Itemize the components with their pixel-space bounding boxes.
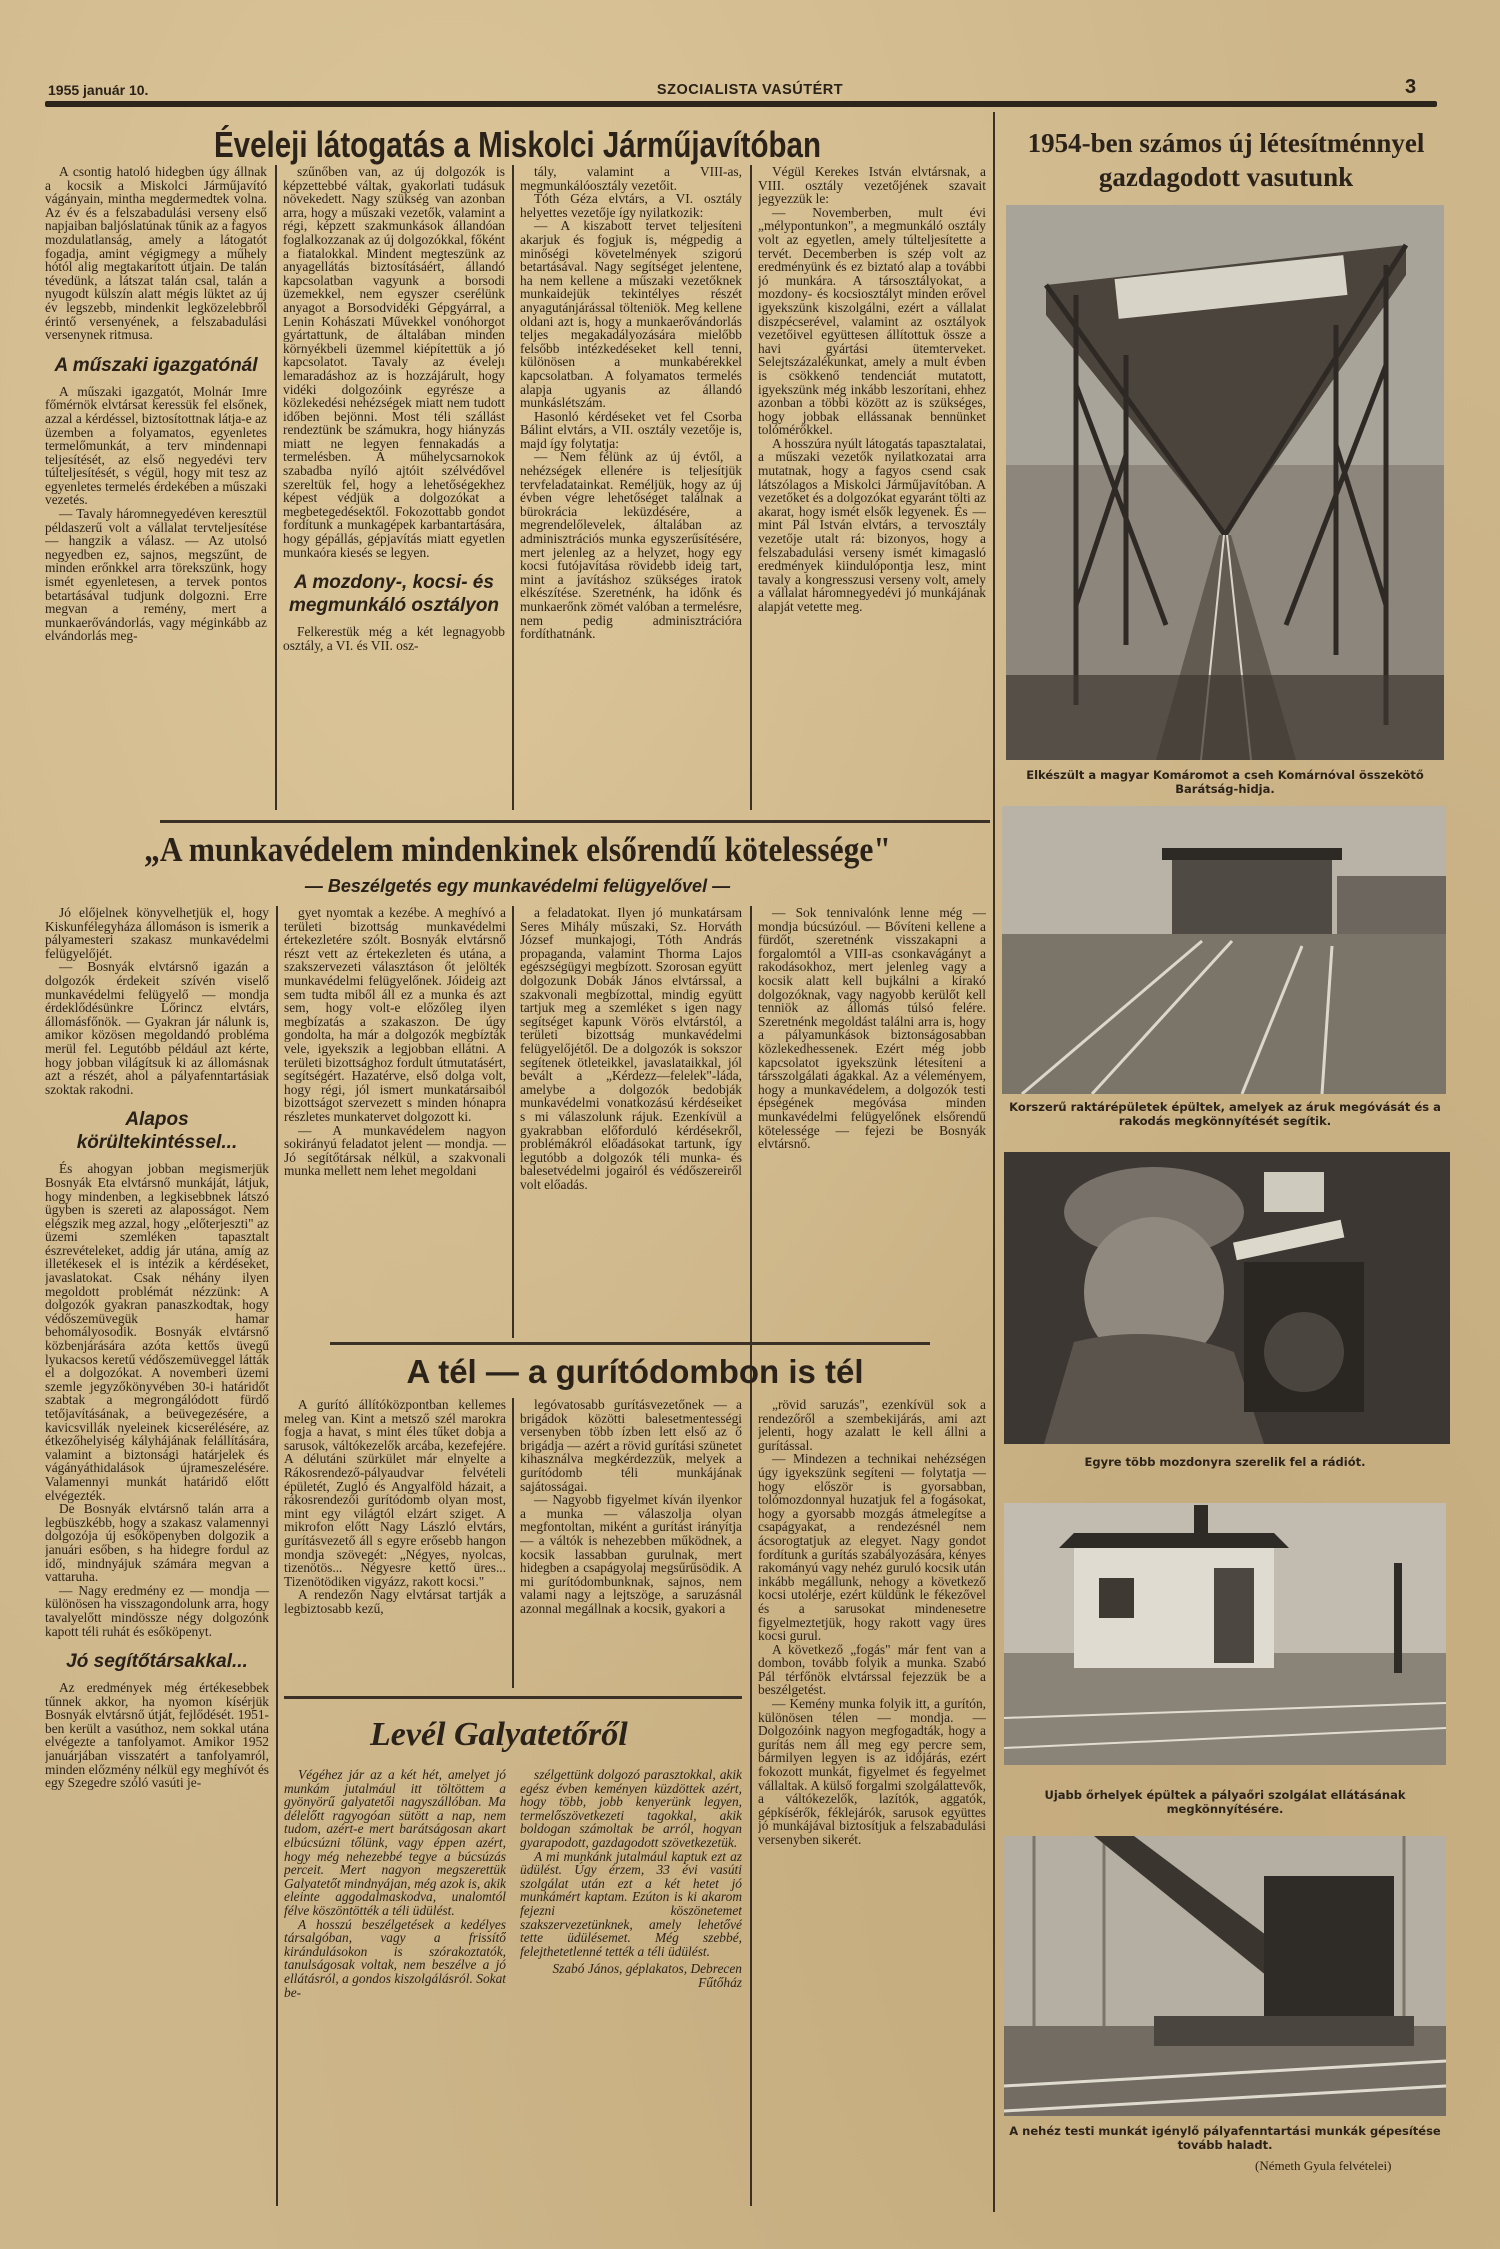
article-subheading: A mozdony-, kocsi- és megmunkáló osztályon [288, 572, 500, 617]
article-paragraph: a feladatokat. Ilyen jó munkatársam Seres Mihály műszaki, Sz. Horváth József munkajogi, Tóth András propaganda, valamint Thorma Lajos egészségügyi megbízott. Szorosan együtt dolgozunk Dobák János elvtárssal, a szakvonali megbízottal, mindig együtt tartjuk meg a szemléket s igen nagy segítséget kapunk Vörös elvtárstól, a területi bizottság munkavédelmi felügyelőjétől. De a dolgozók is sokszor segítenek ötleteikkel, javaslataikkal, jól bevált a „Kérdezz—felelek"-láda, amelybe a dolgozók bedobják munkavédelmi vonatkozású kérdéseiket s mi válaszolunk rájuk. Ezenkívül a gyakrabban előforduló kérdésekről, problémákról előadásokat tartunk, így legutóbb a dolgozók téli munka- és balesetvédelmi jogairól és védőszereiről volt előadás. [520, 906, 742, 1192]
photo-caption: Korszerű raktárépületek épültek, amelyek az áruk megóvását és a rakodás megkönnyítését segítik. [1009, 1100, 1441, 1128]
article-paragraph: A műszaki igazgatót, Molnár Imre főmérnök elvtársat keressük fel elsőnek, azzal a kérdéssel, biztosítottnak látja-e az üzemben a folyamatos, egyenletes termelőmunkát, a terv mindennapi teljesítését, az első negyedévi terv túlteljesítését, s végül, hogy mit tesz az egyenletes termelés érdekében a műszaki vezetés. [45, 383, 267, 508]
article-paragraph: Felkerestük még a két legnagyobb osztály, a VI. és VII. osz- [283, 624, 505, 653]
article-column [283, 165, 505, 815]
article-headline: Éveleji látogatás a Miskolci Járműjavítóban [213, 124, 822, 165]
article-subheading: A műszaki igazgatónál [54, 354, 258, 376]
article-paragraph: Végéhez jár az a két hét, amelyet jó munkám jutalmául itt töltöttem a gyönyörű galyatetői nagyszállóban. Ma délelőtt ragyogóan sütött a nap, nem tudom, azért-e mert barátságosan akart elbúcsúzni tőlünk, vagy éppen azért, hogy még nehezebbé tegye a búcsúzás perceit. Mert nagyon megszerettük Galyatetőt mindnyájan, még azok is, akik eleinte aggodalmaskodva, unalomtól félve köszöntötték a téli üdülést. [284, 1768, 506, 1918]
bridge-photo [1006, 205, 1444, 760]
article-paragraph: — A kiszabott tervet teljesíteni akarjuk és fogjuk is, mégpedig a minőségi követelmények szigorú betartásával. Nagy segítséget jelentene, ha nem kellene a műszaki vezetőknek munkaidejük tekintélyes részét anyagutánjárással tölteniök. Meg kellene oldani azt is, hogy a munkaerővándorlás teljes megakadályozására mielőbb felsőbb intézkedéseket kell tenni, különösen a munkabérekkel kapcsolatban. A folyamatos termelés alapja ugyanis az állandó munkáslétszám. [520, 218, 742, 411]
article-headline: A tél — a gurítódombon is tél [406, 1353, 864, 1390]
article-paragraph: — Nagy eredmény ez — mondja — különösen ha visszagondolunk arra, hogy tavalyelőtt mindössze négy dolgozónk kapott téli ruhát és esőköpenyt. [45, 1582, 269, 1639]
column-rule [512, 906, 514, 1338]
masthead-rule [45, 101, 1437, 107]
article-paragraph: Hasonló kérdéseket vet fel Csorba Bálint elvtárs, a VII. osztály vezetője is, majd így folytatja: [520, 408, 742, 451]
article-paragraph: — Bosnyák elvtársnő igazán a dolgozók érdekeit szívén viselő munkavédelmi felügyelő — mondja érdeklődésünkre Lőrincz elvtárs, állomásfőnök. — Gyakran jár nálunk is, amikor közösen megoldandó probléma merül fel. Legutóbb például azt kérte, hogy jobban világítsuk ki az állomásnak azt a részét, ahol a pályafenntartásiak szoktak rakodni. [45, 959, 269, 1097]
column-rule [276, 906, 278, 2206]
sidebar-headline-line1: 1954-ben számos új létesítménnyel [1027, 128, 1425, 158]
article-paragraph: — Novemberben, mult évi „mélypontunkon", a megmunkáló osztály volt az egyetlen, amely túlteljesítette a tervét. Decemberben is szép volt az eredményünk és ez biztató alap a további jó munkára. A társosztályokat, a mozdony- és kocsiosztályt minden erővel igyekszünk kiszolgálni, ezért a vállalat diszpécserével, valamint az osztályok vezetőivel együttesen állítottuk össze a havi gyártási ütemterveket. Selejtszázalékunkat, amely a mult évben is csökkenő tendenciát mutatott, igyekszünk még inkább leszorítani, ehhez azonban a többi között az is szükséges, hogy jobbak ellássanak bennünket tolómérőkkel. [758, 204, 986, 438]
page-number: 3 [1405, 76, 1417, 98]
article-headline: Levél Galyatetőről [370, 1716, 628, 1753]
article-paragraph: — A munkavédelem nagyon sokirányú feladatot jelent — mondja. — Jó segítőtársak nélkül, a szakvonali munka mellett nem lehet megoldani [284, 1122, 506, 1179]
photo-caption: Egyre több mozdonyra szerelik fel a rádiót. [1084, 1455, 1366, 1469]
article-headline: „A munkavédelem mindenkinek elsőrendű kötelessége" [144, 830, 891, 869]
article-paragraph: — Nem félünk az új évtől, a nehézségek ellenére is teljesítjük tervfeladatainkat. Reméljük, hogy az új évben végre lehetőséget találnak a bürokrácia leküzdésére, a megrendelőlevelek, általában az adminisztrációs munka egyszerűsítésére, mert jelenleg az a helyzet, hogy egy kocsi futójavítása rövidebb ideig tart, mint a javításhoz szükséges iratok elkészítése. Szeretnénk, ha időnk és munkaerőnk zömét valóban a termelésre, nem pedig adminisztrációra fordíthatnánk. [520, 449, 742, 642]
article-paragraph: Végül Kerekes István elvtársnak, a VIII. osztály vezetőjének szavait jegyezzük le: [758, 165, 986, 207]
article-paragraph: A gurító állítóközpontban kellemes meleg van. Kint a metsző szél marokra fogja a havat, s mint éles tűket dobja a sarusok, váltókezelők arcába, kezefejére. A délutáni szürkület már elnyelte a Rákosrendező-pályaudvar felvételi épületét, Zugló és Angyalföld házait, a rákosrendezői gurítódomb olyan most, mint egy világtól elzárt sziget. A mikrofon előtt Nagy László elvtárs, gurításvezető áll s egyre erősebb hangon mondja szövegét: „Négyes, nyolcas, tizenötös... Négyesre kettő üres... Tizenötödiken vigyázz, rakott kocsi." [284, 1398, 506, 1589]
article-paragraph: — Tavaly háromnegyedéven keresztül példaszerű volt a vállalat tervteljesítése — hangzik a válasz. — Az utolsó negyedben ez, sajnos, megszűnt, de minden erőnkkel arra törekszünk, hogy ismét egyenletesen, a tervek pontos betartásával tudjunk dolgozni. Erre megvan a remény, mert a munkaerővándorlás, vagy méginkább az elvándorlás meg- [45, 506, 267, 644]
article-paragraph: A hosszú beszélgetések a kedélyes társalgóban, vagy a frissítő kirándulásokon is szórakoztatók, tanulságosak voltak, nem beszélve a jó ellátásról, a gondos kiszolgálásról. Sokat be- [284, 1916, 506, 2000]
article-signature: Szabó János, géplakatos, Debrecen Fűtőház [552, 1961, 742, 1990]
section-rule [284, 1696, 742, 1699]
article-column [758, 165, 986, 815]
article-column [520, 165, 742, 815]
article-paragraph: A csontig hatoló hidegben úgy állnak a kocsik a Miskolci Járműjavító vágányain, mintha megdermedtek volna. Az év és a felszabadulási verseny első napjaiban baljóslatúnak tűnik az a fagyos mozdulatlanság, amely a látogatót fogadja, amint végigmegy a műhely hótól alig megtakarított útjain. De talán tévedünk, a látszat talán csal, talán a nyugodt külszín alatt mégis lüktet az új év legszebb, mindenkit legközelebbről érintő versenyének, a felszabadulási versenynek ritmusa. [45, 165, 267, 343]
article-column [45, 165, 267, 815]
article-paragraph: — Nagyobb figyelmet kíván ilyenkor a munka — válaszolja olyan megfontoltan, miként a gurítást irányítja — a váltók is nehezebben működnek, a kocsik lassabban gurulnak, mert hidegben a csapágyolaj megsűrűsödik. A mi gurítódombunknak, sajnos, nem valami nagy a lejtszöge, a saruzásnál azonnal megállnak a kocsik, gyakori a [520, 1492, 742, 1616]
article-paragraph: A mi munkánk jutalmául kaptuk ezt az üdülést. Úgy érzem, 33 évi vasúti szolgálat után ezt a két hetet jó munkámért kaptam. Ezúton is ki akarom fejezni köszönetemet szakszervezetünknek, amely lehetővé tette üdülésemet. Még szebbé, felejthetetlenné tették a téli üdülést. [520, 1848, 742, 1959]
article-paragraph: — Kemény munka folyik itt, a gurítón, különösen télen — mondja. — Dolgozóink nagyon megfogadták, hogy a gurítás nem áll meg egy percre sem, bármilyen legyen is az időjárás, ezért fokozott munkát, figyelmet és fegyelmet vállaltak. A külső forgalmi szolgálattevők, a váltókezelők, lazítók, aggatók, gépkísérők, féklejárók, sarusok együttes jó munkájával biztosítjuk a felszabadulási versenyben sikerét. [758, 1696, 986, 1847]
article-column [758, 1398, 986, 2208]
article-paragraph: gyet nyomtak a kezébe. A meghívó a területi bizottság munkavédelmi értekezletére szólt. Bosnyák elvtársnő részt vett az értekezleten és utána, a szakszervezeti választáson őt jelölték munkavédelmi felügyelőnek. Jóideig azt sem tudta miből áll ez a munka és azt sem, hogy volt-e előzőleg ilyen megbízatás a szakaszon. De úgy gondolta, ha már a dolgozók megbízták vele, igyekszik a legjobban ellátni. A területi bizottsághoz fordult útmutatásért, segítségért. Hazatérve, első dolga volt, hogy régi, jól ismert munkatársaiból bizottságot szervezett s minden hónapra részletes munkatervet dolgozott ki. [284, 906, 506, 1124]
track-machine-photo [1004, 1836, 1446, 2116]
article-column [284, 1768, 506, 2208]
locomotive-radio-photo [1004, 1152, 1450, 1444]
article-paragraph: szűnőben van, az új dolgozók is képzettebbé váltak, gyakorlati tudásuk növekedett. Nagy szükség van azonban arra, hogy a műszaki vezetők, valamint a régi, képzett szakmunkások állandóan foglalkozzanak az új dolgozókkal, főként a fiatalokkal. Mindent megteszünk az anyagellátás biztosításáért, állandó kapcsolatban vagyunk a borsodi üzemekkel, nem egyszer cserélünk anyagot a Borsodvidéki Gépgyárral, a Lenin Kohászati Művekkel vonóhorgot gyártattunk, de általában minden környékbeli üzemmel kiépítettük a jó kapcsolatot. Tavaly az évelejı lemaradáshoz az is hozzájárult, hogy vidéki dolgozóink egyrésze a közlekedési nehézségek miatt nem tudott időben bejönni. Most téli szállást rendeztünk be számukra, hogy hiányzás miatt ne legyen fennakadás a termelésben. A műhelycsarnokok szabadba nyíló ajtóit szélvédővel szereltük fel, hogy a lehetőségekhez képest védjük a dolgozókat a megbetegedésektől. Fokozottabb gondot fordítunk a munkagépek karbantartására, hogy gépállás, gépjavítás miatt egyetlen munkaóra kiesés se legyen. [283, 165, 505, 560]
article-paragraph: Tóth Géza elvtárs, a VI. osztály helyettes vezetője így nyilatkozik: [520, 191, 742, 220]
article-column [284, 906, 506, 1338]
column-rule [512, 1398, 514, 1688]
article-paragraph: Jó előjelnek könyvelhetjük el, hogy Kiskunfélegyháza állomáson is ismerik a pályamesteri szakasz munkavédelmi felügyelőjét. [45, 906, 269, 961]
article-subheading: Jó segítőtársakkal... [66, 1651, 248, 1673]
photo-caption: A nehéz testi munkát igénylő pályafenntartási munkák gépesítése tovább haladt. [1009, 2124, 1441, 2152]
column-rule [275, 165, 277, 810]
section-rule [330, 1342, 930, 1345]
article-paragraph: „rövid saruzás", ezenkívül sok a rendezőről a szembekijárás, ami azt jelenti, hogy azalatt le kell állni a gurítással. [758, 1398, 986, 1453]
article-paragraph: szélgettünk dolgozó parasztokkal, akik egész évben keményen küzdöttek azért, hogy több, jobb kenyerünk legyen, termelőszövetkezeti tagokkal, akik boldogan számoltak be arról, hogyan gyarapodott, gazdagodott szövetkezetük. [520, 1768, 742, 1850]
warehouse-photo [1002, 806, 1446, 1094]
article-paragraph: De Bosnyák elvtársnő talán arra a legbüszkébb, hogy a szakasz valamennyi dolgozója új esőköpenyben dolgozik a januári esőben, s ha hidegre fordul az idő, mindnyájuk számára megvan a vattaruha. [45, 1501, 269, 1585]
photo-caption: Ujabb őrhelyek épültek a pályaőri szolgálat ellátásának megkönnyítésére. [1044, 1788, 1406, 1816]
section-rule [160, 820, 990, 823]
article-column [520, 1398, 742, 1690]
article-paragraph: A következő „fogás" már fent van a dombon, tovább folyik a munka. Szabó Pál térfőnök elvtárssal fejezzük be a beszélgetést. [758, 1641, 986, 1698]
article-column [520, 906, 742, 1338]
sidebar-rule [993, 112, 995, 2212]
article-paragraph: — Sok tennivalónk lenne még — mondja búcsúzóul. — Bővíteni kellene a fürdőt, szeretnénk visszakapni a forgalomtól a VIII-as csonkavágányt a rakodásokhoz, mert jelenleg vagy a kocsik alatt kell bujkálni a kirakó dolgozóknak, vagy nagyobb kerülőt kell tenniök az állomás túlsó felére. Szeretnénk megoldást találni arra is, hogy a pályamunkások biztonságosabban közlekedhessenek. Ezért még jobb kapcsolatot igyekszünk létesíteni a társszolgálati ágakkal. Az a véleményem, hogy a munkavédelem, a dolgozók testi épségének megóvása minden munkavédelmi felügyelőnek elsőrendű kötelessége — fejezi be Bosnyák elvtársnő. [758, 906, 986, 1152]
article-paragraph: A hosszúra nyúlt látogatás tapasztalatai, a műszaki vezetők nyilatkozatai arra mutatnak, hogy a fagyos csend csak látszólagos a Miskolci Járműjavítóban. A vezetőket és a dolgozókat egyaránt tölti az akarat, hogy ismét elsők legyenek. És — mint Pál István elvtárs, a tervosztály vezetője utalt rá: bizonyos, hogy a felszabadulási verseny ismét kimagasló eredmények kiindulópontja lesz, mint tavaly a kongresszusi verseny volt, amely a vállalat háromnegyedévi jó munkájának alapját vetette meg. [758, 435, 986, 614]
column-rule [512, 165, 514, 810]
article-paragraph: És ahogyan jobban megismerjük Bosnyák Eta elvtársnő munkáját, látjuk, hogy mindenben, a legkisebbnek látszó ügyben is szereti az alaposságot. Nem elégszik meg azzal, hogy „előterjeszti" az üzemi szemléken tapasztalt észrevételeket, addig jár utána, amíg az illetékesek el is intézik a kérdéseket, javaslatokat. Csak néhány ilyen megoldott problémát nézzünk: A dolgozók gyakran panaszkodtak, hogy védőszemüvegük hamar behomályosodik. Bosnyák elvtársnő közbenjárására azóta kettős üvegű lyukacsos keretű védőszemüveggel látták el a dolgozókat. A novemberi üzemi szemle jegyzőkönyvében 30-i határidőt szabtak a megrongálódott fürdő tetőjavításának, a beüvegezésére, a kavicsvillák nyeleinek kicserélésére, az étkezőhelyiség kályhájának felállítására, valamint a biztonsági határjelek és vágányáthidalások újrameszelésére. Valamennyi munkát határidő előtt elvégezték. [45, 1161, 269, 1503]
article-column [520, 1768, 742, 2208]
column-rule [750, 906, 752, 2206]
article-paragraph: Az eredmények még értékesebbek tűnnek akkor, ha nyomon kísérjük Bosnyák elvtársnő útját, fejlődését. 1951-ben került a vasúthoz, nem sokkal utána elvégezte a tanfolyamot. Amikor 1952 januárjában visszatért a tanfolyamról, minden előzmény nélkül egy meghívót és egy Szegedre szóló vasúti je- [45, 1680, 269, 1791]
article-paragraph: legóvatosabb gurításvezetőnek — a brigádok közötti balesetmentességi versenyben több ízben lett első az ő brigádja — azért a rövid gurítási szünetet kihasználva megkérdezzük, melyek a gurítódomb téli munkájának sajátosságai. [520, 1398, 742, 1494]
sidebar-headline-line2: gazdagodott vasutunk [1098, 162, 1354, 192]
issue-date: 1955 január 10. [48, 82, 149, 98]
article-column [284, 1398, 506, 1690]
article-paragraph: tály, valamint a VIII-as, megmunkálóosztály vezetőit. [520, 165, 742, 193]
photo-credit: (Németh Gyula felvételei) [1255, 2158, 1392, 2173]
article-paragraph: — Mindezen a technikai nehézségen úgy igyekszünk segíteni — folytatja — hogy először is gyorsabban, tolómozdonnyal huzatjuk fel a fogásokat, hogy a gyorsabb mozgás átmelegítse a csapágyakat, a rendezésnél nem ácsorogtatjuk az elegyet. Nagy gondot fordítunk a gurítás szabályozására, kényes rakományú vagy nehéz guruló kocsik után inkább megállunk, nehogy a következő kocsi utolérje, ezért küldünk le fékezővel és a sarusokat mindenesetre figyelmeztetjük, hogy rakott vagy üres kocsi gurul. [758, 1451, 986, 1644]
article-paragraph: A rendezőn Nagy elvtársat tartják a legbiztosabb kezű, [284, 1587, 506, 1616]
article-subheading: Alapos körültekintéssel... [76, 1109, 238, 1154]
article-column [758, 906, 986, 1338]
article-column [45, 906, 269, 2206]
photo-caption: Elkészült a magyar Komáromot a cseh Komárnóval összekötő Barátság-hidja. [1026, 768, 1424, 796]
article-subtitle: — Beszélgetés egy munkavédelmi felügyelővel — [304, 876, 731, 896]
column-rule [750, 165, 752, 810]
guardhouse-photo [1004, 1503, 1446, 1765]
newspaper-name: SZOCIALISTA VASÚTÉRT [656, 82, 844, 98]
